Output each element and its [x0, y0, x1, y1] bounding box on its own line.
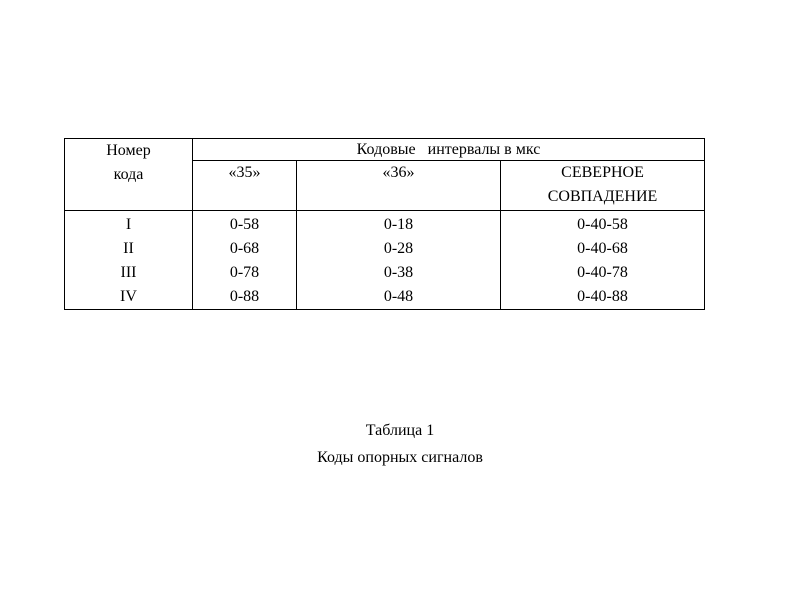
interval-35-value: 0-58 [229, 216, 260, 233]
caption-table-number: Таблица 1 [365, 422, 435, 439]
data-row [65, 211, 705, 310]
severnoe-value: 0-40-88 [577, 288, 628, 305]
code-number-value: III [120, 264, 137, 281]
severnoe-value: 0-40-68 [577, 240, 628, 257]
severnoe-cell [501, 211, 705, 310]
interval-36-cell [297, 211, 501, 310]
header-row-group [65, 139, 705, 161]
interval-35-value: 0-68 [229, 240, 260, 257]
interval-36-value: 0-38 [383, 264, 414, 281]
code-number-value: IV [120, 288, 137, 305]
corner-header-line2: кода [113, 166, 144, 183]
col-header-35: «35» [193, 161, 297, 211]
corner-header-line1: Номер [106, 142, 151, 159]
code-number-cell [65, 211, 193, 310]
interval-36-value: 0-48 [383, 288, 414, 305]
interval-35-value: 0-78 [229, 264, 260, 281]
caption-table-title: Коды опорных сигналов [317, 449, 483, 466]
interval-35-value: 0-88 [229, 288, 260, 305]
corner-header-cell [65, 139, 193, 211]
col-header-severnoe-line2: СОВПАДЕНИЕ [547, 188, 658, 205]
interval-35-cell [193, 211, 297, 310]
severnoe-value: 0-40-78 [577, 264, 628, 281]
code-number-value: II [123, 240, 134, 257]
col-header-severnoe [501, 161, 705, 211]
interval-36-value: 0-18 [383, 216, 414, 233]
table-caption [0, 417, 800, 471]
col-header-severnoe-line1: СЕВЕРНОЕ [561, 164, 644, 181]
group-header-cell: Кодовые интервалы в мкс [193, 139, 705, 161]
interval-36-value: 0-28 [383, 240, 414, 257]
code-number-value: I [125, 216, 132, 233]
severnoe-value: 0-40-58 [577, 216, 628, 233]
col-header-36: «36» [297, 161, 501, 211]
codes-table [64, 138, 705, 310]
